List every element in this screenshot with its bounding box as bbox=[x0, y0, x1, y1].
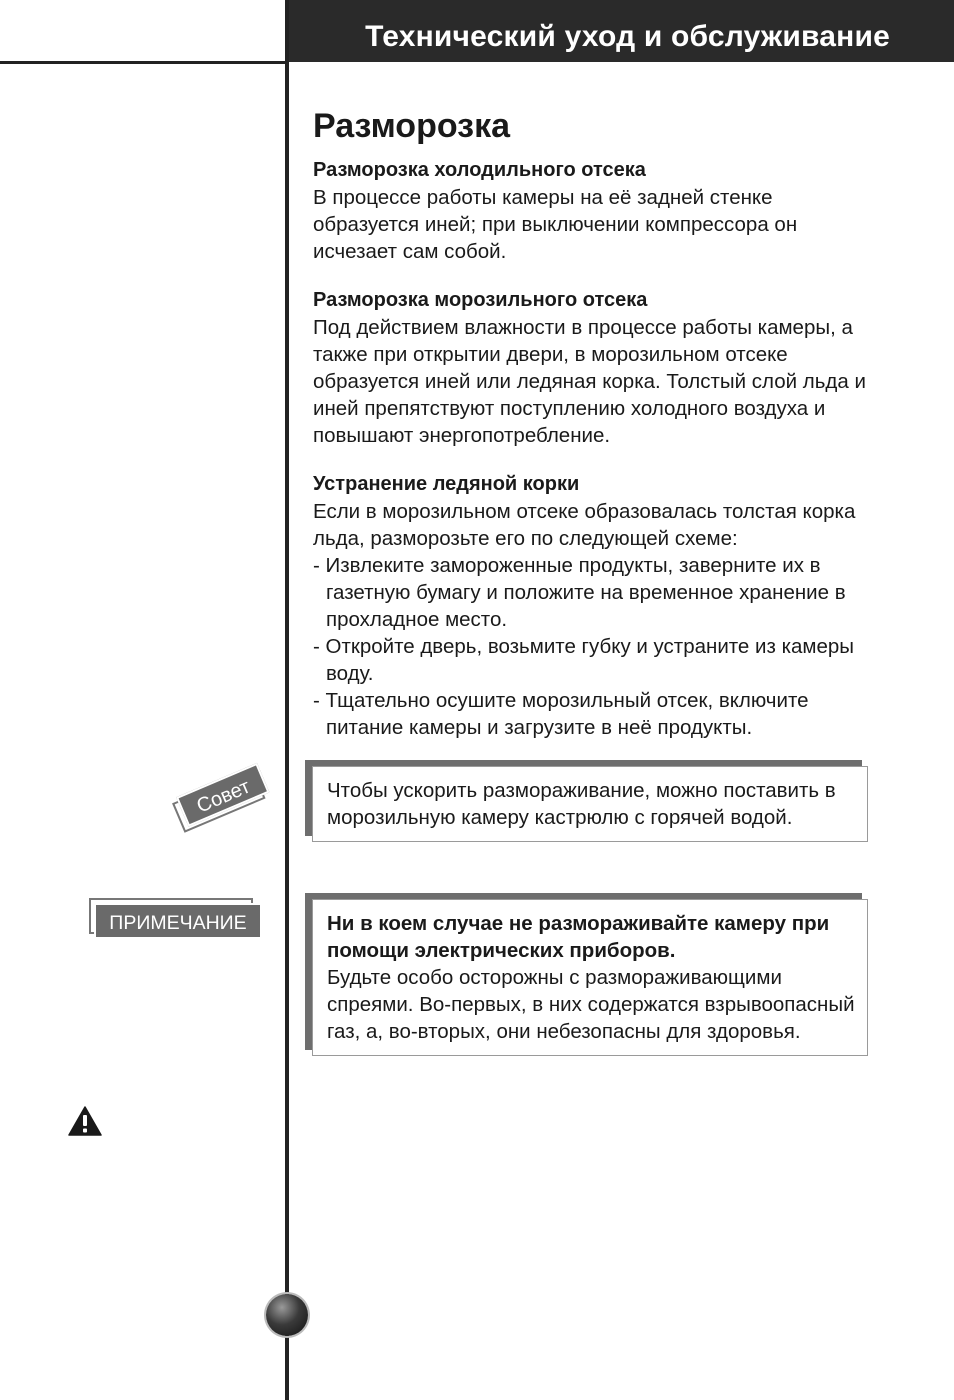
section-text: Если в морозильном отсеке образовалась толстая корка льда, разморозьте его по следующей схеме: bbox=[313, 500, 856, 550]
main-content bbox=[313, 105, 883, 763]
section-text: В процессе работы камеры на её задней стенке образуется иней; при выключении компрессора он исчезает сам собой. bbox=[313, 186, 798, 263]
tip-text: Чтобы ускорить размораживание, можно поставить в морозильную камеру кастрюлю с горячей водой. bbox=[327, 779, 836, 829]
note-callout bbox=[305, 893, 868, 1056]
list-item: - Откройте дверь, возьмите губку и устраните из камеры воду. bbox=[313, 635, 855, 685]
tip-badge bbox=[173, 764, 267, 828]
section-freezer-defrost bbox=[313, 287, 883, 449]
callout-box bbox=[312, 899, 868, 1056]
tip-badge-label: Совет bbox=[176, 763, 270, 827]
header-rule bbox=[0, 61, 287, 64]
section-fridge-defrost bbox=[313, 157, 883, 265]
header-title: Технический уход и обслуживание bbox=[365, 20, 890, 53]
warning-triangle-icon bbox=[68, 1106, 102, 1136]
note-text: Будьте особо осторожны с размораживающими спреями. Во-первых, в них содержатся взрывоопасный газ, а, во-вторых, они небезопасны для здоровья. bbox=[327, 966, 855, 1043]
list-item: - Извлеките замороженные продукты, заверните их в газетную бумагу и положите на временное хранение в прохладное место. bbox=[313, 554, 846, 631]
tip-callout bbox=[305, 760, 868, 842]
section-text: Под действием влажности в процессе работы камеры, а также при открытии двери, в морозильном отсеке образуется иней или ледяная корка. Толстый слой льда и иней препятствуют поступлению холодного воздуха и повышают энергопотребление. bbox=[313, 316, 866, 447]
callout-box bbox=[312, 766, 868, 842]
note-badge bbox=[89, 898, 264, 942]
vertical-divider bbox=[285, 0, 289, 1400]
page-title: Разморозка bbox=[313, 107, 510, 145]
section-heading: Разморозка морозильного отсека bbox=[313, 289, 648, 311]
section-heading: Устранение ледяной корки bbox=[313, 473, 580, 495]
page-dot-icon bbox=[266, 1294, 308, 1336]
header-bar bbox=[287, 0, 954, 62]
section-ice-removal bbox=[313, 471, 883, 741]
list-item: - Тщательно осушите морозильный отсек, включите питание камеры и загрузите в неё продукты. bbox=[313, 689, 809, 739]
note-badge-label: ПРИМЕЧАНИЕ bbox=[94, 903, 262, 939]
section-heading: Разморозка холодильного отсека bbox=[313, 159, 646, 181]
note-warning-text: Ни в коем случае не размораживайте камеру при помощи электрических приборов. bbox=[327, 912, 830, 962]
steps-list bbox=[313, 552, 883, 741]
